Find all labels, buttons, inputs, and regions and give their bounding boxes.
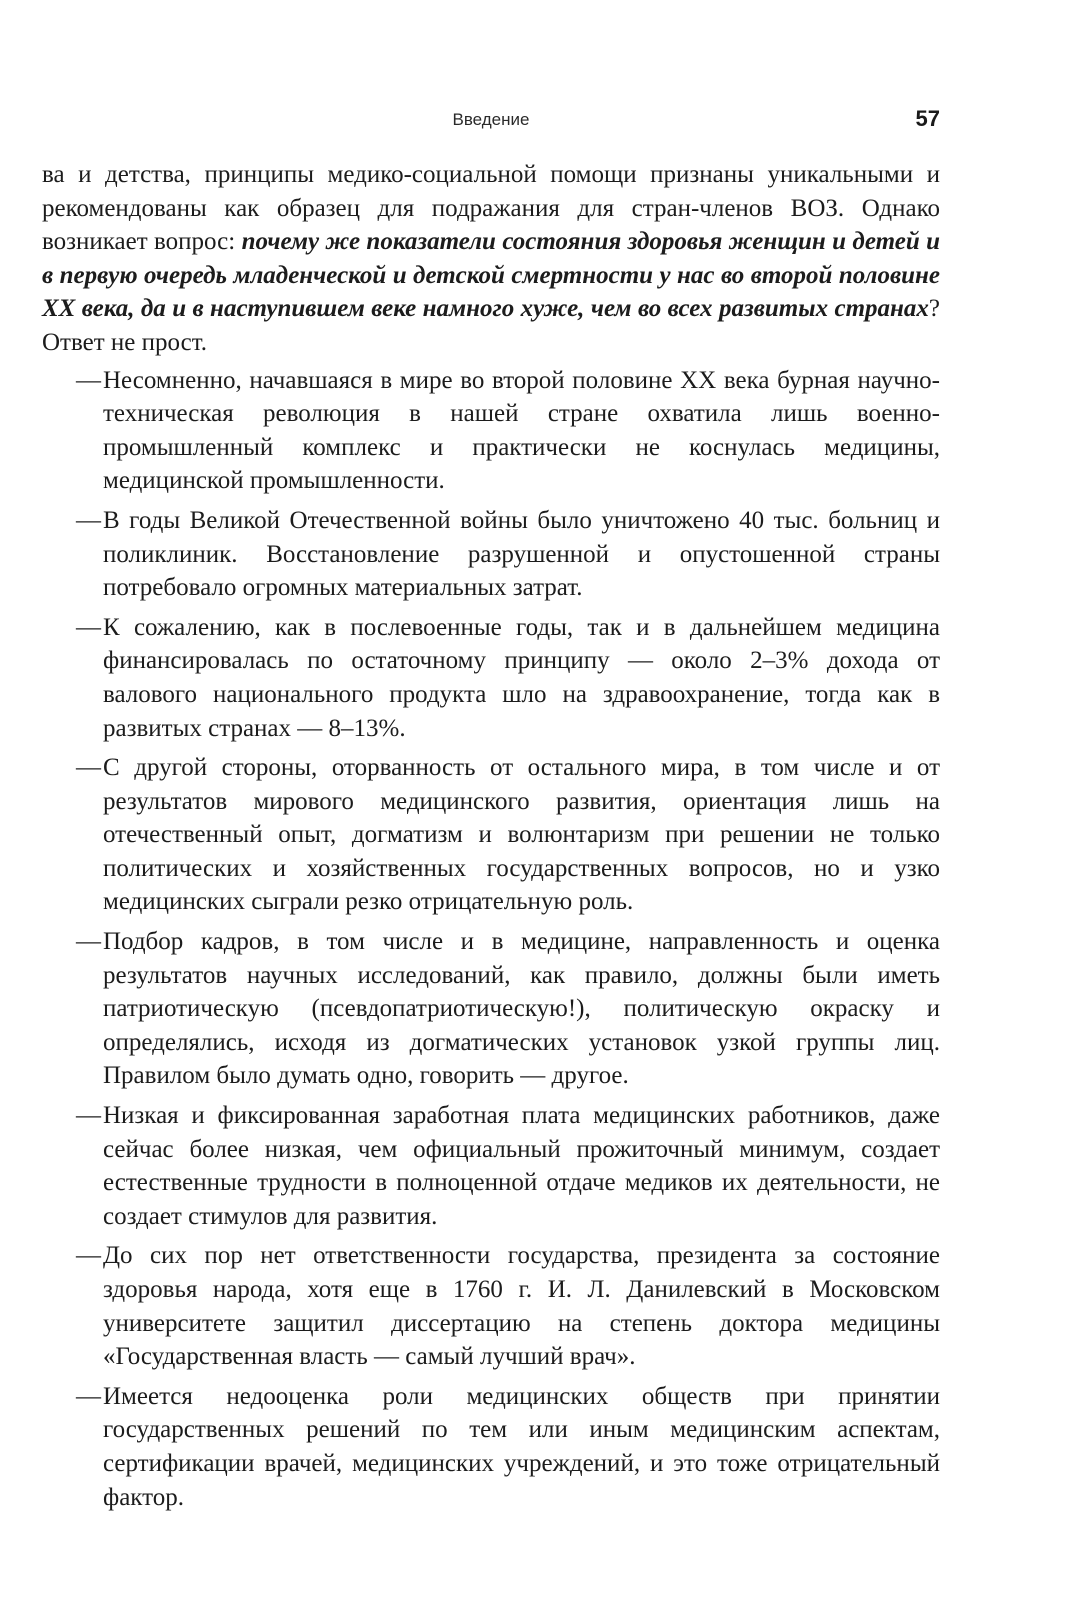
points-list (42, 364, 940, 1515)
list-item (42, 1239, 940, 1373)
list-dash: — (76, 506, 101, 534)
list-item (42, 925, 940, 1093)
page-body (42, 158, 940, 1520)
page-number: 57 (915, 106, 940, 131)
page-header (42, 106, 940, 136)
list-dash: — (76, 1102, 101, 1130)
list-dash: — (76, 366, 101, 394)
list-item-text: Подбор кадров, в том числе и в медицине, направленность и оценка результатов научных исследований, как правило, должны были иметь патриотическую (псевдопатриотическую!), политическую окраску и определялись, исходя из догматических установок узкой группы лиц. Правилом было думать одно, говорить — другое. (103, 928, 940, 1090)
list-item (42, 1380, 940, 1514)
intro-text-after: ? Ответ не прост. (42, 295, 940, 356)
list-item-text: Имеется недооценка роли медицинских обществ при принятии государственных решений по тем или иным медицинским аспектам, сертификации врачей, медицинских учреждений, и это тоже отрицательный фактор. (103, 1382, 940, 1511)
list-item (42, 751, 940, 919)
list-item-text: В годы Великой Отечественной войны было уничтожено 40 тыс. больниц и поликлиник. Восстановление разрушенной и опустошенной страны потребовало огромных материальных затрат. (103, 506, 940, 602)
list-item (42, 1099, 940, 1233)
list-item (42, 504, 940, 605)
list-item-text: С другой стороны, оторванность от остального мира, в том числе и от результатов мирового медицинского развития, ориентация лишь на отечественный опыт, догматизм и волюнтаризм при решении не только политических и хозяйственных государственных вопросов, но и узко медицинских сыграли резко отрицательную роль. (103, 754, 940, 916)
running-head: Введение (452, 110, 530, 129)
intro-paragraph (42, 158, 940, 360)
list-dash: — (76, 928, 101, 956)
intro-text: ва и детства, принципы медико-социальной помощи признаны уникальными и рекомендованы как образец для подражания для стран-членов ВОЗ. Однако возникает вопрос: (42, 161, 940, 256)
list-item (42, 364, 940, 498)
list-dash: — (76, 1382, 101, 1410)
list-dash: — (76, 754, 101, 782)
list-item-text: Низкая и фиксированная заработная плата медицинских работников, даже сейчас более низкая, чем официальный прожиточный минимум, создает естественные трудности в полноценной отдаче медиков их деятельности, не создает стимулов для развития. (103, 1102, 940, 1230)
list-item-text: До сих пор нет ответственности государства, президента за состояние здоровья народа, хотя еще в 1760 г. И. Л. Данилевский в Московском университете защитил диссертацию на степень доктора медицины «Государственная власть — самый лучший врач». (103, 1242, 940, 1371)
list-item-text: Несомненно, начавшаяся в мире во второй половине XX века бурная научно-техническая революция в нашей стране охватила лишь военно-промышленный комплекс и практически не коснулась медицины, медицинской промышленности. (103, 366, 940, 495)
list-item (42, 611, 940, 745)
list-dash: — (76, 1242, 101, 1270)
list-item-text: К сожалению, как в послевоенные годы, так и в дальнейшем медицина финансировалась по остаточному принципу — около 2–3% дохода от валового национального продукта шло на здравоохранение, тогда как в развитых странах — 8–13%. (103, 613, 940, 742)
intro-emphasis: почему же показатели состояния здоровья женщин и детей и в первую очередь младенческой и детской смертности у нас во второй половине XX века, да и в наступившем веке намного хуже, чем во всех развитых странах (42, 228, 940, 323)
list-dash: — (76, 613, 101, 641)
